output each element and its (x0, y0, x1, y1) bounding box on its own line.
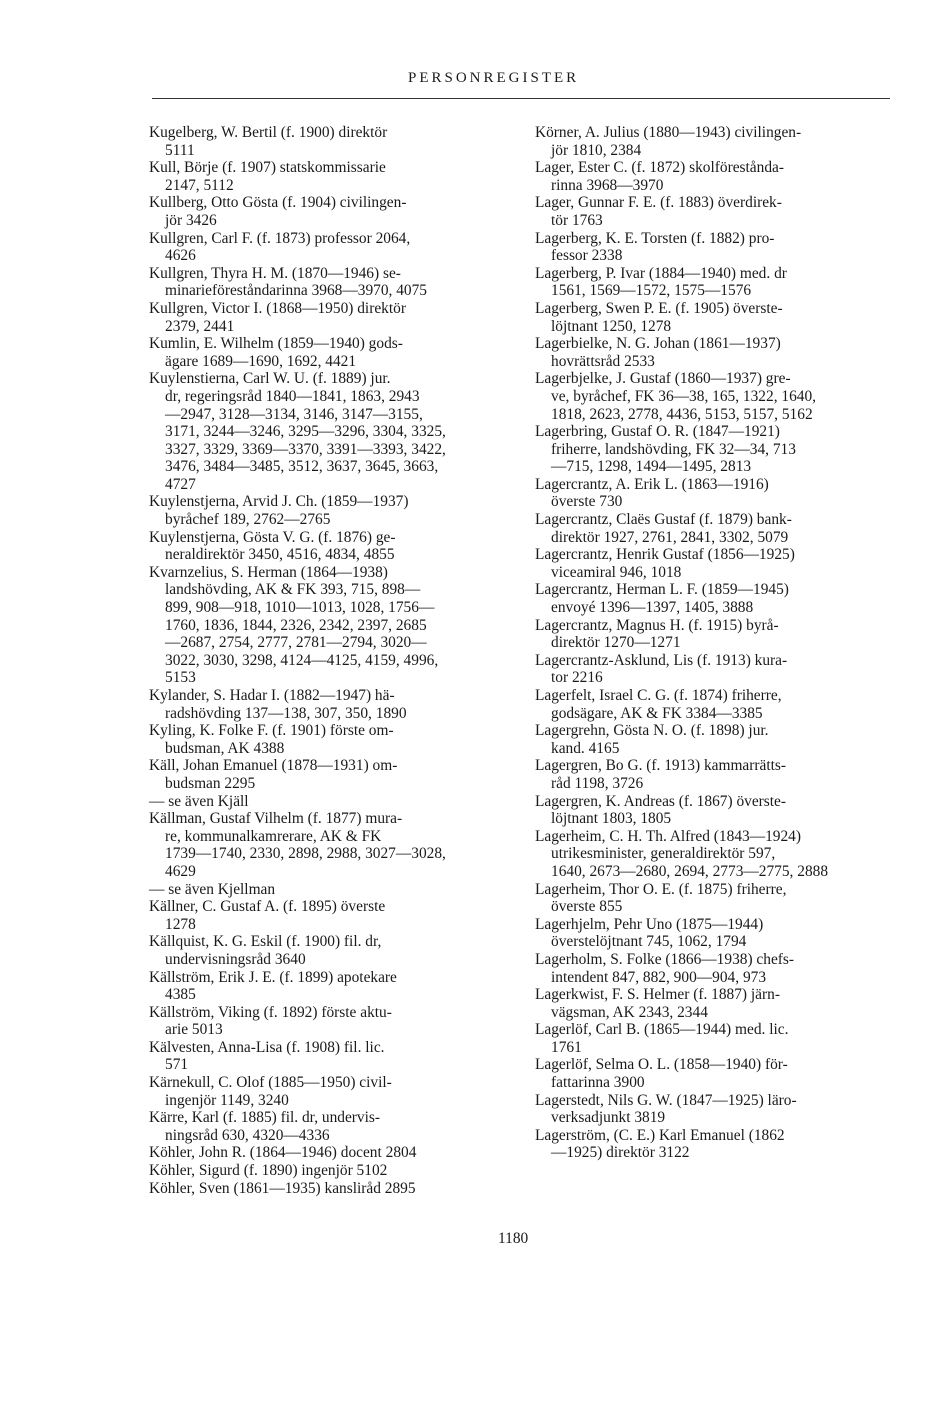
index-entry: Kuylenstjerna, Arvid J. Ch. (1859—1937) byråchef 189, 2762—2765 (149, 493, 409, 529)
index-entry: Köhler, Sigurd (f. 1890) ingenjör 5102 (149, 1162, 388, 1180)
index-entry: Lagerkwist, F. S. Helmer (f. 1887) järn- vägsman, AK 2343, 2344 (535, 986, 780, 1021)
index-entry: Lagerbielke, N. G. Johan (1861—1937) hovrättsråd 2533 (535, 335, 781, 370)
index-entry: Kugelberg, W. Bertil (f. 1900) direktör 5111 (149, 124, 388, 159)
header-rule (152, 98, 890, 99)
index-entry: Kärnekull, C. Olof (1885—1950) civil- ingenjör 1149, 3240 (149, 1074, 392, 1109)
right-column (535, 124, 895, 1162)
index-entry: Kumlin, E. Wilhelm (1859—1940) gods- ägare 1689—1690, 1692, 4421 (149, 335, 403, 370)
index-entry: Lagerhjelm, Pehr Uno (1875—1944) överstelöjtnant 745, 1062, 1794 (535, 915, 764, 951)
index-entry: Lagerbjelke, J. Gustaf (1860—1937) gre- ve, byråchef, FK 36—38, 165, 1322, 1640, 1818, 2623, 2778, 4436, 5153, 5157, 5162 (535, 370, 817, 423)
left-column (149, 124, 506, 1197)
index-entry: Lagercrantz, A. Erik L. (1863—1916) överste 730 (535, 475, 769, 511)
cross-reference: — se även Kjellman (149, 880, 276, 898)
index-entry: Kuylenstjerna, Gösta V. G. (f. 1876) ge- neraldirektör 3450, 4516, 4834, 4855 (149, 528, 396, 564)
index-entry: Lagergren, Bo G. (f. 1913) kammarrätts- råd 1198, 3726 (535, 757, 787, 792)
index-entry: Källström, Erik J. E. (f. 1899) apotekare 4385 (149, 968, 397, 1004)
index-entry: Lagerberg, P. Ivar (1884—1940) med. dr 1561, 1569—1572, 1575—1576 (535, 264, 787, 300)
running-head: PERSONREGISTER (408, 70, 580, 86)
cross-reference: — se även Kjäll (149, 792, 249, 810)
index-entry: Källner, C. Gustaf A. (f. 1895) överste 1278 (149, 898, 386, 933)
index-entry: Lagercrantz, Henrik Gustaf (1856—1925) viceamiral 946, 1018 (535, 546, 795, 581)
index-entry: Lagerstedt, Nils G. W. (1847—1925) läro- verksadjunkt 3819 (535, 1091, 797, 1127)
index-entry: Lagerbring, Gustaf O. R. (1847—1921) friherre, landshövding, FK 32—34, 713 —715, 1298, 1494—1495, 2813 (535, 423, 796, 476)
index-entry: Källman, Gustaf Vilhelm (f. 1877) mura- re, kommunalkamrerare, AK & FK 1739—1740, 2330, 2898, 2988, 3027—3028, 4629 (149, 810, 446, 880)
index-entry: Lagergren, K. Andreas (f. 1867) överste- löjtnant 1803, 1805 (535, 792, 787, 828)
index-entry: Kuylenstierna, Carl W. U. (f. 1889) jur. dr, regeringsråd 1840—1841, 1863, 2943 —2947, 3128—3134, 3146, 3147—3155, 3171, 3244—3246, 3295—3296, 3304, 3325, 3327, 3329, 3369—3370, 3391—3393, 3422, 3476, 3484—3485, 3512, 3637, 3645, 3663, 4727 (149, 370, 446, 493)
index-entry: Lager, Gunnar F. E. (f. 1883) överdirek- tör 1763 (535, 194, 782, 229)
index-entry: Köhler, John R. (1864—1946) docent 2804 (149, 1144, 417, 1162)
index-entry: Lagerström, (C. E.) Karl Emanuel (1862 —1925) direktör 3122 (535, 1126, 785, 1162)
index-entry: Kull, Börje (f. 1907) statskommissarie 2147, 5112 (149, 159, 386, 194)
index-entry: Lagercrantz, Magnus H. (f. 1915) byrå- direktör 1270—1271 (535, 616, 779, 652)
index-entry: Lagerheim, Thor O. E. (f. 1875) friherre, överste 855 (535, 880, 787, 916)
index-entry: Lagercrantz, Herman L. F. (1859—1945) envoyé 1396—1397, 1405, 3888 (535, 581, 789, 617)
index-entry: Lager, Ester C. (f. 1872) skolförestånda- rinna 3968—3970 (535, 159, 784, 194)
page-number: 1180 (498, 1230, 529, 1247)
index-entry: Kullberg, Otto Gösta (f. 1904) civilingen- jör 3426 (149, 194, 407, 229)
index-entry: Lagerlöf, Selma O. L. (1858—1940) för- fattarinna 3900 (535, 1056, 788, 1092)
index-entry: Kullgren, Carl F. (f. 1873) professor 2064, 4626 (149, 229, 411, 265)
index-entry: Kvarnzelius, S. Herman (1864—1938) landshövding, AK & FK 393, 715, 898— 899, 908—918, 1010—1013, 1028, 1756— 1760, 1836, 1844, 2326, 2342, 2397, 2685 —2687, 2754, 2777, 2781—2794, 3020— 3022, 3030, 3298, 4124—4125, 4159, 4996, 5153 (149, 563, 439, 687)
index-entry: Kullgren, Victor I. (1868—1950) direktör 2379, 2441 (149, 299, 406, 335)
index-entry: Lagerberg, Swen P. E. (f. 1905) överste- löjtnant 1250, 1278 (535, 299, 783, 335)
index-entry: Lagercrantz, Claës Gustaf (f. 1879) bank- direktör 1927, 2761, 2841, 3302, 5079 (535, 511, 792, 546)
index-entry: Kälvesten, Anna-Lisa (f. 1908) fil. lic. 571 (149, 1038, 385, 1074)
index-entry: Lagerlöf, Carl B. (1865—1944) med. lic. 1761 (535, 1021, 789, 1056)
index-entry: Körner, A. Julius (1880—1943) civilingen- jör 1810, 2384 (535, 124, 802, 159)
index-entry: Lagerholm, S. Folke (1866—1938) chefs- intendent 847, 882, 900—904, 973 (535, 950, 795, 986)
index-entry: Kyling, K. Folke F. (f. 1901) förste om- budsman, AK 4388 (149, 722, 394, 757)
index-entry: Kylander, S. Hadar I. (1882—1947) hä- radshövding 137—138, 307, 350, 1890 (149, 687, 407, 722)
index-entry: Lagerfelt, Israel C. G. (f. 1874) friherre, godsägare, AK & FK 3384—3385 (535, 687, 782, 722)
index-entry: Lagercrantz-Asklund, Lis (f. 1913) kura- tor 2216 (535, 651, 788, 687)
index-entry: Köhler, Sven (1861—1935) kansliråd 2895 (149, 1179, 416, 1197)
index-entry: Källström, Viking (f. 1892) förste aktu- arie 5013 (149, 1003, 392, 1039)
index-entry: Lagerheim, C. H. Th. Alfred (1843—1924) utrikesminister, generaldirektör 597, 1640, 2673—2680, 2694, 2773—2775, 2888 (535, 827, 829, 880)
index-entry: Lagergrehn, Gösta N. O. (f. 1898) jur. kand. 4165 (535, 722, 769, 757)
index-entry: Källquist, K. G. Eskil (f. 1900) fil. dr, undervisningsråd 3640 (149, 933, 382, 968)
index-entry: Kullgren, Thyra H. M. (1870—1946) se- minarieföreståndarinna 3968—3970, 4075 (149, 264, 428, 300)
index-entry: Lagerberg, K. E. Torsten (f. 1882) pro- fessor 2338 (535, 229, 775, 265)
index-entry: Käll, Johan Emanuel (1878—1931) om- budsman 2295 (149, 757, 398, 792)
index-entry: Kärre, Karl (f. 1885) fil. dr, undervis- ningsråd 630, 4320—4336 (149, 1109, 381, 1144)
